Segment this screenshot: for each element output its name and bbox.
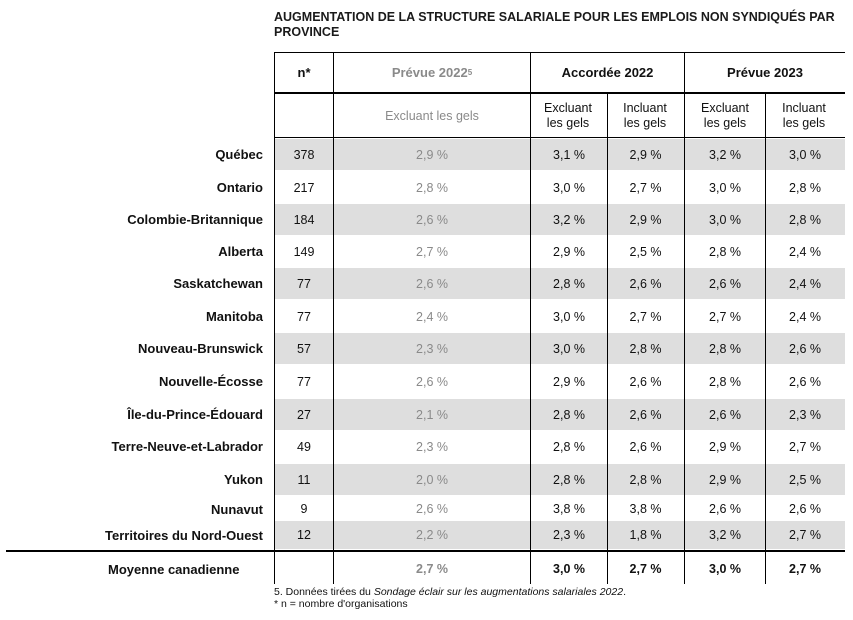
table-cell-a22-ex: 3,8 % (553, 502, 585, 516)
table-cell-p22: 2,6 % (416, 374, 448, 389)
province-label: Colombie-Britannique (127, 212, 263, 227)
average-prevue-excluant: 3,0 % (709, 562, 741, 576)
header-accordee-2022: Accordée 2022 (561, 64, 654, 80)
table-cell-n: 57 (297, 341, 311, 356)
table-cell-a22-ex: 2,8 % (553, 439, 585, 454)
table-cell-p23-ex: 2,8 % (709, 341, 741, 356)
header-prevue-2023: Prévue 2023 (727, 64, 803, 80)
table-cell-a22-in: 1,8 % (629, 528, 662, 542)
table-cell-a22-in: 2,6 % (629, 439, 662, 454)
province-label: Territoires du Nord-Ouest (105, 527, 263, 543)
province-label: Manitoba (205, 309, 263, 324)
table-cell-p23-in: 2,8 % (789, 180, 821, 195)
table-cell-p23-ex: 2,7 % (709, 309, 741, 324)
table-cell-n: 149 (293, 244, 315, 259)
table-cell-n: 9 (300, 502, 308, 516)
table-cell-a22-ex: 3,2 % (553, 212, 585, 227)
province-label: Yukon (223, 472, 263, 487)
table-cell-p23-in: 2,6 % (789, 502, 821, 516)
subheader-accordee-incluant: Incluant les gels (623, 101, 667, 130)
subheader-prevue-excluant: Excluant les gels (701, 101, 749, 130)
table-cell-a22-in: 2,9 % (629, 212, 662, 227)
province-label: Ontario (216, 180, 263, 195)
grid-line (607, 94, 608, 584)
table-cell-a22-in: 2,6 % (629, 407, 662, 422)
table-cell-p22: 2,0 % (416, 472, 448, 487)
grid-line (274, 137, 845, 138)
province-label: Île-du-Prince-Édouard (127, 407, 263, 422)
table-cell-a22-in: 2,9 % (629, 147, 662, 162)
table-cell-a22-ex: 3,1 % (553, 147, 585, 162)
table-cell-a22-ex: 2,8 % (553, 276, 585, 291)
table-cell-a22-in: 2,7 % (629, 180, 662, 195)
grid-line (530, 52, 531, 584)
province-label: Nouvelle-Écosse (158, 374, 263, 389)
average-label: Moyenne canadienne (108, 562, 240, 577)
grid-line (6, 550, 845, 552)
table-cell-p23-ex: 2,8 % (709, 244, 741, 259)
table-cell-p22: 2,7 % (416, 244, 448, 259)
header-n: n* (297, 64, 311, 80)
table-cell-n: 77 (297, 309, 311, 324)
table-cell-p22: 2,3 % (416, 439, 448, 454)
table-cell-a22-in: 2,8 % (629, 341, 662, 356)
table-title: AUGMENTATION DE LA STRUCTURE SALARIALE POUR LES EMPLOIS NON SYNDIQUÉS PAR PROVINCE (274, 10, 835, 39)
table-cell-p23-ex: 3,2 % (709, 528, 741, 542)
table-cell-p23-ex: 2,6 % (709, 502, 741, 516)
table-cell-p22: 2,3 % (416, 341, 448, 356)
average-accordee-incluant: 2,7 % (629, 562, 662, 576)
table-cell-a22-ex: 2,9 % (553, 374, 585, 389)
table-cell-a22-ex: 3,0 % (553, 180, 585, 195)
table-cell-p22: 2,6 % (416, 502, 448, 516)
table-cell-a22-in: 2,6 % (629, 276, 662, 291)
table-cell-a22-in: 3,8 % (629, 502, 662, 516)
table-cell-a22-ex: 3,0 % (553, 309, 585, 324)
table-cell-n: 217 (293, 180, 315, 195)
subheader-excluant-gels-2022: Excluant les gels (385, 109, 479, 123)
province-label: Saskatchewan (173, 276, 263, 291)
table-cell-p23-ex: 3,0 % (709, 212, 741, 227)
table-cell-p23-ex: 2,8 % (709, 374, 741, 389)
table-cell-p23-in: 2,7 % (789, 528, 821, 542)
table-cell-p23-ex: 2,6 % (709, 407, 741, 422)
table-cell-p23-in: 2,4 % (789, 309, 821, 324)
table-cell-p23-in: 2,8 % (789, 212, 821, 227)
table-cell-n: 77 (297, 276, 311, 291)
table-cell-n: 12 (297, 528, 311, 542)
table-cell-p23-ex: 2,9 % (709, 472, 741, 487)
grid-line (333, 52, 334, 584)
table-cell-p22: 2,2 % (416, 528, 448, 542)
province-label: Nunavut (211, 501, 263, 517)
table-cell-p22: 2,8 % (416, 180, 448, 195)
table-cell-a22-ex: 2,8 % (553, 407, 585, 422)
table-cell-p23-in: 2,6 % (789, 341, 821, 356)
table-cell-a22-in: 2,7 % (629, 309, 662, 324)
table-cell-a22-in: 2,8 % (629, 472, 662, 487)
province-label: Nouveau-Brunswick (138, 341, 263, 356)
table-cell-p23-in: 2,4 % (789, 276, 821, 291)
table-cell-n: 11 (297, 472, 311, 487)
table-cell-n: 184 (293, 212, 315, 227)
table-cell-p23-in: 2,4 % (789, 244, 821, 259)
table-cell-a22-in: 2,6 % (629, 374, 662, 389)
table-cell-p22: 2,4 % (416, 309, 448, 324)
footnote-n: * n = nombre d'organisations (274, 598, 408, 610)
average-prevue-2022: 2,7 % (416, 562, 448, 576)
grid-line (274, 52, 845, 53)
province-label: Terre-Neuve-et-Labrador (111, 439, 263, 454)
table-cell-p23-in: 2,5 % (789, 472, 821, 487)
table-cell-p23-in: 2,3 % (789, 407, 821, 422)
grid-line (274, 92, 845, 94)
table-cell-p23-in: 2,7 % (789, 439, 821, 454)
table-cell-p22: 2,9 % (416, 147, 448, 162)
footnote-5: 5. Données tirées du Sondage éclair sur les augmentations salariales 2022. (274, 586, 626, 598)
table-cell-n: 27 (297, 407, 311, 422)
table-cell-p23-ex: 2,6 % (709, 276, 741, 291)
table-cell-p23-ex: 2,9 % (709, 439, 741, 454)
grid-line (684, 52, 685, 584)
subheader-prevue-incluant: Incluant les gels (782, 101, 826, 130)
table-cell-p23-in: 2,6 % (789, 374, 821, 389)
table-cell-p23-ex: 3,0 % (709, 180, 741, 195)
table-cell-p22: 2,6 % (416, 212, 448, 227)
grid-line (765, 94, 766, 584)
table-cell-a22-in: 2,5 % (629, 244, 662, 259)
table-cell-a22-ex: 2,8 % (553, 472, 585, 487)
grid-line (274, 52, 275, 584)
header-prevue-2022: Prévue 2022 5 (391, 64, 473, 80)
table-cell-a22-ex: 2,3 % (553, 528, 585, 542)
table-cell-p22: 2,6 % (416, 276, 448, 291)
table-cell-p22: 2,1 % (416, 407, 448, 422)
table-cell-a22-ex: 3,0 % (553, 341, 585, 356)
table-cell-n: 378 (293, 147, 315, 162)
average-accordee-excluant: 3,0 % (553, 562, 585, 576)
table-cell-n: 49 (297, 439, 311, 454)
average-prevue-incluant: 2,7 % (789, 562, 821, 576)
province-label: Québec (215, 147, 263, 162)
subheader-accordee-excluant: Excluant les gels (544, 101, 592, 130)
table-cell-p23-ex: 3,2 % (709, 147, 741, 162)
table-cell-p23-in: 3,0 % (789, 147, 821, 162)
table-cell-n: 77 (297, 374, 311, 389)
table-cell-a22-ex: 2,9 % (553, 244, 585, 259)
province-label: Alberta (218, 244, 263, 259)
